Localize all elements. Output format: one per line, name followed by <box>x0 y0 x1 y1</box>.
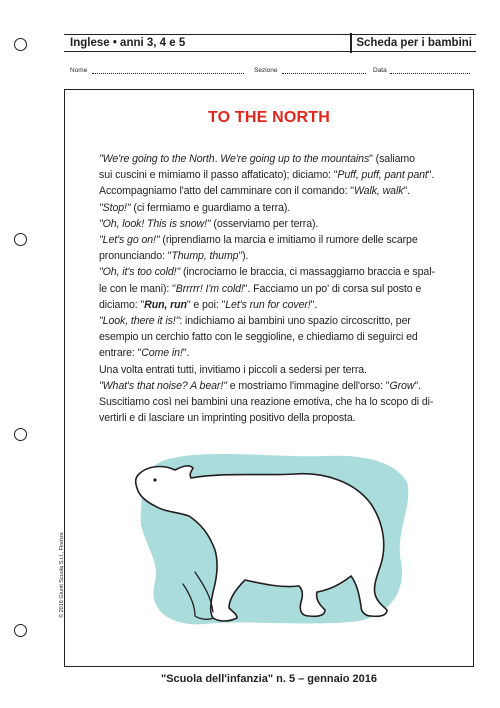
text-segment: ". <box>427 169 435 182</box>
text-segment: " (saliamo <box>369 153 415 165</box>
section-field[interactable] <box>282 73 366 74</box>
student-fields <box>64 65 476 77</box>
text-segment: ". <box>414 379 421 392</box>
text-segment: entrare: " <box>99 347 142 360</box>
text-segment: Brrrrr! I'm cold! <box>175 282 244 295</box>
text-segment: e mostriamo l'immagine dell'orso: " <box>226 379 390 392</box>
text-line <box>99 264 474 280</box>
text-segment: ". Facciamo un po' di corsa sul posto e <box>243 282 422 295</box>
text-segment: . <box>214 153 221 165</box>
text-segment: "We're going to the North <box>99 153 215 165</box>
text-segment: Let's run for cover! <box>225 298 311 311</box>
text-segment: vertirli e di lasciare un imprinting positivo della proposta. <box>99 412 356 425</box>
text-line <box>99 183 474 199</box>
text-line <box>99 167 474 183</box>
text-segment: ". <box>403 185 410 198</box>
text-segment: ". <box>182 347 190 360</box>
text-segment: Suscitiamo così nei bambini una reazione emotiva, che ha lo scopo di di- <box>99 396 434 409</box>
text-line <box>99 378 474 394</box>
binder-hole-2 <box>14 233 27 246</box>
text-segment: (ci fermiamo e guardiamo a terra). <box>130 201 291 214</box>
text-line <box>99 345 474 361</box>
subject-label: Inglese • anni 3, 4 e 5 <box>70 37 186 49</box>
binder-hole-1 <box>14 38 27 51</box>
text-line <box>99 232 474 248</box>
copyright-text: © 2016 Giunti Scuola S.r.l., Firenze <box>59 532 65 618</box>
text-segment: Thump, thump <box>171 250 239 263</box>
text-segment: Puff, puff, pant pant <box>337 169 428 182</box>
date-field[interactable] <box>390 73 470 74</box>
text-segment: le con le mani): " <box>99 282 176 295</box>
text-line <box>99 200 474 216</box>
text-line <box>99 410 474 426</box>
text-segment: Una volta entrati tutti, invitiamo i piccoli a sedersi per terra. <box>99 363 367 376</box>
text-line <box>99 216 474 232</box>
header-bar <box>64 34 476 52</box>
date-label: Data <box>373 67 387 74</box>
text-line <box>99 151 474 167</box>
text-segment: diciamo: " <box>99 298 145 311</box>
page-title: TO THE NORTH <box>207 109 331 126</box>
text-segment: "Let's go on!" <box>99 234 160 247</box>
text-segment: (incrociamo le braccia, ci massaggiamo braccia e spal- <box>180 266 435 279</box>
text-line <box>99 313 474 329</box>
text-segment: (osserviamo per terra). <box>210 217 319 230</box>
text-line <box>99 297 474 313</box>
text-segment: Run, run <box>144 298 187 311</box>
text-segment: "What's that noise? A bear!" <box>99 379 227 392</box>
text-segment: ". <box>310 298 318 311</box>
text-line <box>99 248 474 264</box>
text-line <box>99 329 474 345</box>
text-segment: Accompagniamo l'atto del camminare con il comando: " <box>99 185 354 198</box>
name-label: Nome <box>70 67 88 74</box>
footer-issue: "Scuola dell'infanzia" n. 5 – gennaio 2016 <box>161 673 377 685</box>
text-segment: pronunciando: " <box>99 250 172 263</box>
text-segment: "Oh, it's too cold!" <box>99 266 181 279</box>
text-segment: "Stop!" <box>99 201 131 214</box>
name-field[interactable] <box>92 73 244 74</box>
polar-bear-icon <box>125 452 410 627</box>
text-segment: : indichiamo ai bambini uno spazio circoscritto, per <box>179 315 411 328</box>
text-segment: " e poi: " <box>186 298 226 311</box>
text-segment: "). <box>238 250 249 263</box>
text-segment: (riprendiamo la marcia e imitiamo il rumore delle scarpe <box>159 234 418 247</box>
bear-eye <box>153 478 156 481</box>
binder-hole-4 <box>14 624 27 637</box>
sheet-label: Scheda per i bambini <box>356 37 472 49</box>
text-line <box>99 281 474 297</box>
activity-text <box>99 151 474 426</box>
text-segment: Walk, walk <box>353 185 404 198</box>
text-segment: "Look, there it is!" <box>99 315 180 328</box>
text-line <box>99 394 474 410</box>
text-segment: "Oh, look! This is snow!" <box>99 217 211 230</box>
text-segment: Come in! <box>141 347 183 360</box>
text-segment: Grow <box>389 379 415 392</box>
text-segment: esempio un cerchio fatto con le seggioline, e chiediamo di seguirci ed <box>99 331 418 344</box>
text-line <box>99 362 474 378</box>
text-segment: We're going up to the mountains <box>220 153 370 165</box>
text-segment: sui cuscini e mimiamo il passo affaticato); diciamo: " <box>99 169 338 182</box>
section-label: Sezione <box>254 67 278 74</box>
binder-hole-3 <box>14 428 27 441</box>
header-divider <box>350 33 352 53</box>
